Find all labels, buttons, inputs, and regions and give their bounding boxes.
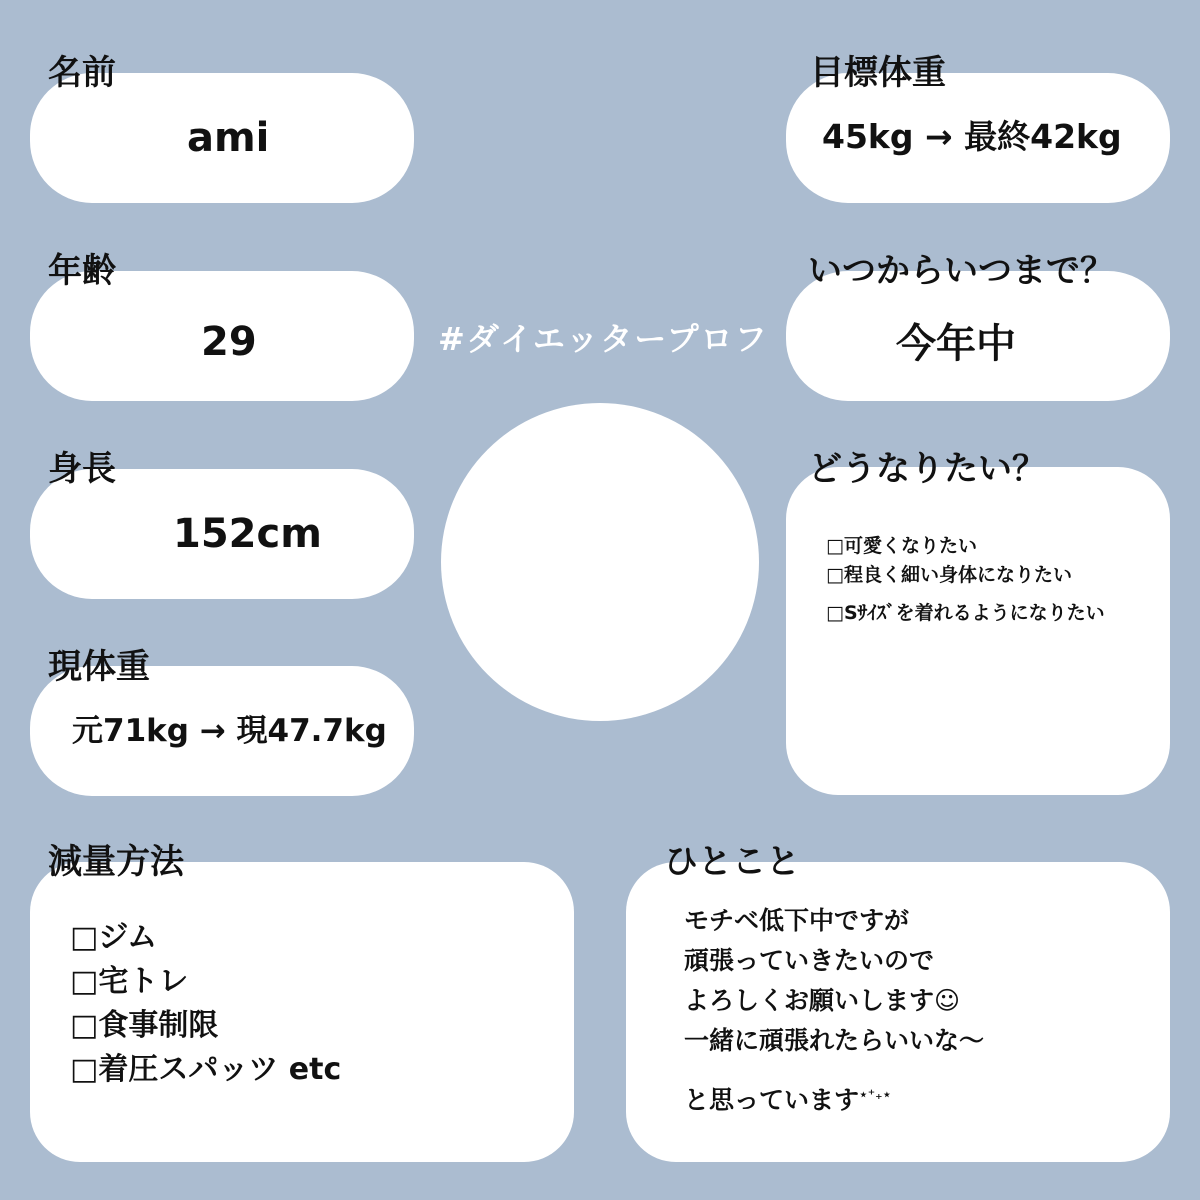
comment-lines [684,901,984,1120]
profile-photo-placeholder [441,403,759,721]
goal-item: □可愛くなりたい [826,535,977,557]
target-weight-label: 目標体重 [810,53,946,93]
method-item: □ジム [70,920,158,955]
comment-line: モチベ低下中ですが [684,906,910,935]
comment-line: と思っています [684,1085,860,1115]
goals-list [826,532,1105,628]
goals-box [786,467,1170,795]
methods-label: 減量方法 [48,842,184,882]
name-value: ami [187,115,270,161]
comment-line: 一緒に頑張れたらいいな～ [684,1026,985,1055]
hashtag-title: #ダイエッタープロフ [438,320,769,358]
current-weight-value: 元71kg → 現47.7kg [72,713,387,749]
period-value: 今年中 [896,321,1016,367]
name-label: 名前 [48,53,116,93]
goals-label: どうなりたい？ [808,449,1046,489]
age-label: 年齢 [48,251,116,291]
current-weight-label: 現体重 [48,647,150,687]
sparkle-icon: ⋆⁺₊⋆ [859,1087,892,1103]
comment-line: 頑張っていきたいので [684,946,935,975]
target-weight-value: 45kg → 最終42kg [822,117,1122,156]
goal-item: □程良く細い身体になりたい [826,564,1072,586]
height-label: 身長 [48,449,116,489]
goal-item: □Sｻｲｽﾞを着れるようになりたい [826,602,1105,624]
period-label: いつからいつまで？ [808,251,1114,291]
methods-list [70,916,341,1092]
method-item: □宅トレ [70,964,189,999]
comment-line: よろしくお願いします☺ [684,986,961,1015]
method-item: □食事制限 [70,1008,219,1043]
method-item: □着圧スパッツ etc [70,1052,342,1087]
age-value: 29 [201,319,257,365]
comment-label: ひとこと [664,842,800,882]
height-value: 152cm [173,511,322,557]
